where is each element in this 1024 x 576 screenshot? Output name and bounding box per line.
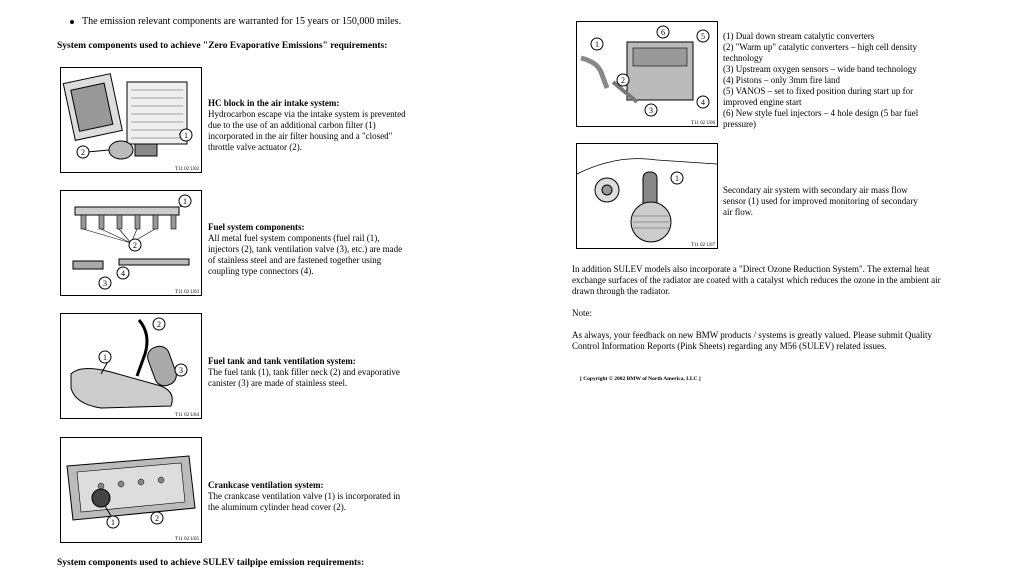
copyright: [ Copyright © 2002 BMW of North America, LLC ] [580, 376, 701, 382]
caption-line: technology [723, 53, 763, 63]
callout-1: 1 [595, 40, 599, 49]
figure-secondary-air [576, 143, 718, 249]
callout-5: 5 [701, 32, 705, 41]
heading-zero-evap: System components used to achieve "Zero Evaporative Emissions" requirements: [57, 41, 388, 51]
callout-2: 2 [621, 76, 625, 85]
caption-line: coupling type connectors (4). [208, 266, 314, 276]
callout-3: 3 [179, 366, 183, 375]
figure-code: T11 02 U06 [691, 121, 715, 126]
callout-1: 1 [675, 174, 679, 183]
callout-2: 2 [81, 148, 85, 157]
caption-line: throttle valve actuator (2). [208, 142, 302, 152]
callout-2: 2 [155, 514, 159, 523]
paragraph-line: exchange surfaces of the radiator are coated with a catalyst which reduces the ozone in the ambient air [572, 275, 941, 285]
caption-line: canister (3) are made of stainless steel. [208, 378, 348, 388]
caption-line: The crankcase ventilation valve (1) is incorporated in [208, 491, 401, 501]
figure-code: T11 02 U04 [175, 413, 199, 418]
note-label: Note: [572, 308, 592, 318]
caption-line: pressure) [723, 119, 756, 129]
bullet-dot [70, 20, 74, 24]
caption-fuel-tank [208, 356, 400, 389]
caption-hc-block [208, 98, 406, 153]
callout-3: 3 [103, 279, 107, 288]
figure-code: T11 02 U05 [175, 537, 199, 542]
figure-engine [576, 21, 718, 127]
ozone-paragraph [572, 264, 941, 297]
warranty-bullet: The emission relevant components are warranted for 15 years or 150,000 miles. [70, 16, 401, 27]
caption-line: All metal fuel system components (fuel rail (1), [208, 233, 380, 243]
paragraph-line: Control Information Reports (Pink Sheets) regarding any M56 (SULEV) related issues. [572, 341, 887, 351]
caption-line: (5) VANOS – set to fixed position during start up for [723, 86, 914, 96]
figure-fuel-tank [60, 313, 202, 419]
caption-line: injectors (2), tank ventilation valve (3), etc.) are made [208, 244, 403, 254]
caption-line: The fuel tank (1), tank filler neck (2) and evaporative [208, 367, 400, 377]
figure-hc-block [60, 67, 202, 173]
caption-line: incorporated in the air filter housing and a "closed" [208, 131, 393, 141]
callout-4: 4 [121, 269, 125, 278]
callout-2: 2 [157, 320, 161, 329]
caption-line: (3) Upstream oxygen sensors – wide band technology [723, 64, 917, 74]
caption-line: improved engine start [723, 97, 802, 107]
paragraph-line: As always, your feedback on new BMW products / systems is greatly valued. Please submit Quality [572, 330, 933, 340]
figure-code: T11 02 U07 [691, 243, 715, 248]
caption-title: HC block in the air intake system: [208, 98, 340, 108]
callout-1: 1 [183, 197, 187, 206]
callout-4: 4 [701, 98, 705, 107]
figure-code: T11 02 U02 [175, 167, 199, 172]
caption-title: Fuel system components: [208, 222, 305, 232]
caption-engine [723, 31, 918, 130]
callout-1: 1 [184, 131, 188, 140]
callout-6: 6 [661, 28, 665, 37]
callout-1: 1 [111, 518, 115, 527]
caption-title: Crankcase ventilation system: [208, 480, 324, 490]
caption-line: due to the use of an additional carbon filter (1) [208, 120, 376, 130]
heading-sulev: System components used to achieve SULEV tailpipe emission requirements: [57, 558, 365, 568]
caption-secondary-air [723, 185, 918, 218]
caption-line: Hydrocarbon escape via the intake system is prevented [208, 109, 406, 119]
caption-line: the aluminum cylinder head cover (2). [208, 502, 346, 512]
figure-crankcase [60, 437, 202, 543]
caption-line: (6) New style fuel injectors – 4 hole design (5 bar fuel [723, 108, 919, 118]
paragraph-line: In addition SULEV models also incorporate a "Direct Ozone Reduction System". The external heat [572, 264, 930, 274]
caption-line: air flow. [723, 207, 753, 217]
caption-line: sensor (1) used for improved monitoring of secondary [723, 196, 918, 206]
figure-code: T11 02 U03 [175, 290, 199, 295]
caption-line: of stainless steel and are fastened together using [208, 255, 382, 265]
caption-line: (4) Pistons – only 3mm fire land [723, 75, 840, 85]
caption-line: (1) Dual down stream catalytic converters [723, 31, 875, 41]
feedback-paragraph [572, 330, 932, 352]
callout-2: 2 [133, 241, 137, 250]
caption-line: (2) "Warm up" catalytic converters – high cell density [723, 42, 918, 52]
caption-line: Secondary air system with secondary air mass flow [723, 185, 908, 195]
caption-fuel-system [208, 222, 402, 277]
paragraph-line: drawn through the radiator. [572, 286, 670, 296]
callout-3: 3 [649, 106, 653, 115]
figure-fuel-system [60, 190, 202, 296]
caption-title: Fuel tank and tank ventilation system: [208, 356, 356, 366]
caption-crankcase [208, 480, 400, 513]
callout-1: 1 [103, 353, 107, 362]
